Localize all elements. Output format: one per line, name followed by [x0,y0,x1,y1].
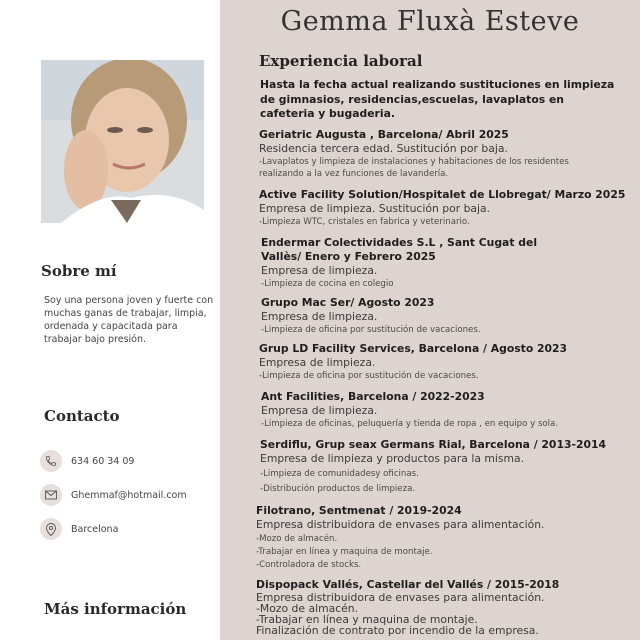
phone-icon [40,450,62,472]
job-heading: Geriatric Augusta , Barcelona/ Abril 2025 [259,128,509,141]
job-description: Empresa de limpieza y productos para la misma. [260,452,525,465]
job-description: Residencia tercera edad. Sustitución por baja. [259,142,508,155]
job-heading: Dispopack Vallés, Castellar del Vallés / 2015-2018 [256,578,560,591]
about-text: Soy una persona joven y fuerte con muchas ganas de trabajar, limpia, ordenada y capacitada para trabajar bajo presión. [44,295,214,345]
contact-title: Contacto [44,407,120,425]
job-detail: -Mozo de almacén. [256,602,359,615]
more-info-title: Más información [44,600,187,618]
contact-location[interactable] [40,518,118,540]
job-detail: -Lavaplatos y limpieza de instalaciones y habitaciones de los residentes realizando a la vez funciones de lavandería. [259,156,569,179]
job-detail: Finalización de contrato por incendio de la empresa. [256,624,539,637]
job-description: Empresa de limpieza. [261,310,378,323]
job-detail: -Limpieza de comunidadesy oficinas. [260,468,419,479]
job-entry [256,504,626,571]
job-entry [256,578,626,636]
page-title: Gemma Fluxà Esteve [280,6,580,37]
job-detail: -Trabajar en línea y maquina de montaje. [256,546,433,557]
job-heading: Grup LD Facility Services, Barcelona / Agosto 2023 [259,342,568,355]
experience-title: Experiencia laboral [259,52,423,70]
job-entry [261,390,631,430]
job-entry [261,236,561,290]
job-detail: -Limpieza de oficinas, peluquería y tienda de ropa , en equipo y sola. [261,418,559,429]
job-entry [259,188,629,228]
mail-icon [40,484,62,506]
main-content [220,0,640,640]
job-description: Empresa distribuidora de envases para alimentación. [256,518,545,531]
job-detail: -Limpieza de cocina en colegio [261,278,394,289]
job-description: Empresa de limpieza. [261,264,378,277]
location-icon [40,518,62,540]
job-heading: Filotrano, Sentmenat / 2019-2024 [256,504,462,517]
job-description: Empresa de limpieza. [259,356,376,369]
contact-phone[interactable] [40,450,134,472]
about-title: Sobre mí [41,262,117,280]
job-heading: Ant Facilities, Barcelona / 2022-2023 [261,390,485,403]
contact-location-text: Barcelona [71,523,119,535]
job-entry [259,342,629,382]
sidebar [0,0,220,640]
job-entry [261,296,631,336]
job-entry [259,128,629,180]
job-description: Empresa de limpieza. [261,404,378,417]
job-heading: Active Facility Solution/Hospitalet de Llobregat/ Marzo 2025 [259,188,626,201]
contact-email-text: Ghemmaf@hotmail.com [71,489,187,501]
job-heading: Serdiflu, Grup seax Germans Rial, Barcelona / 2013-2014 [260,438,606,451]
job-detail: -Limpieza de oficina por sustitución de vacaciones. [261,324,481,335]
job-entry [260,438,630,495]
job-detail: -Distribución productos de limpieza. [260,483,416,494]
experience-summary: Hasta la fecha actual realizando sustituciones en limpieza de gimnasios, residencias,escuelas, lavaplatos en cafeteria y bugaderia. [260,78,615,120]
job-description: Empresa distribuidora de envases para alimentación. [256,591,545,604]
job-description: Empresa de limpieza. Sustitución por baja. [259,202,491,215]
job-detail: -Limpieza WTC, cristales en fabrica y veterinario. [259,216,470,227]
job-heading: Grupo Mac Ser/ Agosto 2023 [261,296,435,309]
contact-phone-text: 634 60 34 09 [71,455,135,467]
job-detail: -Mozo de almacén. [256,533,338,544]
job-detail: -Controladora de stocks. [256,559,362,570]
contact-email[interactable] [40,484,187,506]
portrait-illustration [41,60,204,223]
job-detail: -Trabajar en línea y maquina de montaje. [256,613,478,626]
job-heading: Endermar Colectividades S.L , Sant Cugat del Vallès/ Enero y Febrero 2025 [261,236,538,263]
profile-photo [41,60,204,223]
job-detail: -Limpieza de oficina por sustitución de vacaciones. [259,370,479,381]
